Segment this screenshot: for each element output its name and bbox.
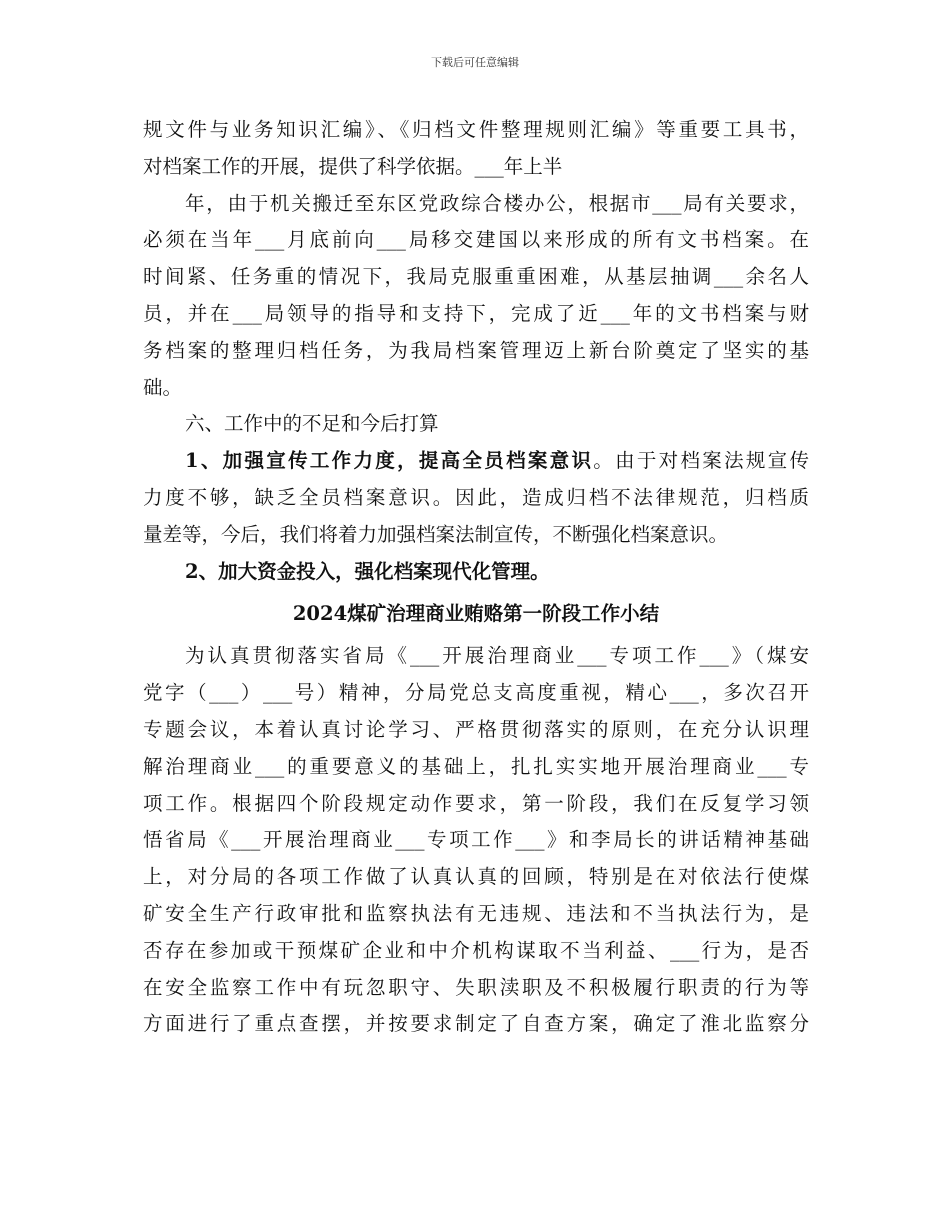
paragraph-line: 解治理商业___的重要意义的基础上，扎扎实实地开展治理商业___专	[143, 754, 809, 778]
paragraph-line: 悟省局《___开展治理商业___专项工作___》和李局长的讲话精神基础	[143, 828, 809, 852]
article-title: 2024煤矿治理商业贿赂第一阶段工作小结	[292, 602, 660, 626]
paragraph-line: 础。	[143, 375, 183, 399]
paragraph-line: 规文件与业务知识汇编》、《归档文件整理规则汇编》等重要工具书，	[143, 118, 809, 141]
section-heading: 六、工作中的不足和今后打算	[185, 412, 439, 436]
paragraph-line: 员，并在___局领导的指导和支持下，完成了近___年的文书档案与财	[143, 301, 809, 325]
paragraph-line: 上，对分局的各项工作做了认真认真的回顾，特别是在对依法行使煤	[143, 865, 809, 889]
section-shortcomings	[143, 406, 809, 590]
paragraph-line: 年，由于机关搬迁至东区党政综合楼办公，根据市___局有关要求，	[185, 191, 809, 215]
paragraph-line: 为认真贯彻落实省局《___开展治理商业___专项工作___》（煤安	[185, 644, 809, 668]
document-body	[143, 112, 809, 1043]
section-archive-summary	[143, 112, 809, 406]
item-2-heading: 2、加大资金投入，强化档案现代化管理。	[185, 559, 550, 583]
paragraph-line: 对档案工作的开展，提供了科学依据。___年上半	[143, 154, 563, 178]
paragraph-line: 必须在当年___月底前向___局移交建国以来形成的所有文书档案。在	[143, 228, 809, 252]
paragraph-line: 否存在参加或干预煤矿企业和中介机构谋取不当利益、___行为，是否	[143, 938, 809, 962]
item-1-first-line	[143, 443, 809, 480]
paragraph-line: 矿安全生产行政审批和监察执法有无违规、违法和不当执法行为，是	[143, 901, 809, 925]
paragraph-line: 在安全监察工作中有玩忽职守、失职渎职及不积极履行职责的行为等	[143, 975, 809, 999]
paragraph-line: 务档案的整理归档任务，为我局档案管理迈上新台阶奠定了坚实的基	[143, 338, 809, 362]
item-1-heading: 1、加强宣传工作力度，提高全员档案意识	[185, 449, 594, 473]
paragraph-line: 项工作。根据四个阶段规定动作要求，第一阶段，我们在反复学习领	[143, 791, 809, 815]
article-body	[143, 638, 809, 1043]
paragraph-line: 力度不够，缺乏全员档案意识。因此，造成归档不法律规范，归档质	[143, 485, 809, 509]
paragraph-line: 党字（___）___号）精神，分局党总支高度重视，精心___，多次召开	[143, 681, 809, 705]
item-1-text: 。由于对档案法规宣传	[593, 449, 809, 473]
paragraph-line: 时间紧、任务重的情况下，我局克服重重困难，从基层抽调___余名人	[143, 265, 809, 289]
paragraph-line: 专题会议，本着认真讨论学习、严格贯彻落实的原则，在充分认识理	[143, 717, 809, 741]
paragraph-line: 方面进行了重点查摆，并按要求制定了自查方案，确定了淮北监察分	[143, 1012, 809, 1036]
page-header: 下载后可任意编辑	[431, 56, 519, 69]
paragraph-line: 量差等，今后，我们将着力加强档案法制宣传，不断强化档案意识。	[143, 522, 729, 546]
